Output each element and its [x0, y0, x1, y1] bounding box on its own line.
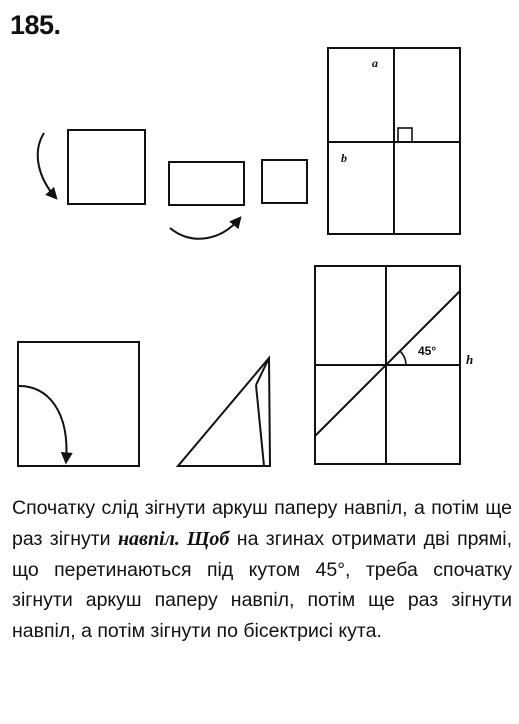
folded-triangle	[178, 358, 270, 466]
explanation-part-1: Спочатку слід зігнути аркуш паперу навпіл, а потім ще раз зігнути	[12, 497, 512, 550]
bisector-fold-line	[256, 385, 264, 466]
fold-step-5	[178, 358, 270, 466]
angle-arc	[400, 351, 406, 365]
diagonal-crease	[315, 291, 460, 436]
folded-square	[18, 342, 139, 466]
label-a: a	[372, 56, 378, 70]
fold-arrow	[38, 133, 56, 198]
explanation-text	[12, 493, 512, 647]
fold-step-4	[18, 342, 139, 466]
unfolded-45-degree-creases	[315, 266, 473, 464]
paper-square	[68, 130, 145, 204]
fold-step-2	[169, 160, 307, 239]
fold-arc-arrow	[18, 386, 66, 462]
explanation-part-3: на згинах отримати дві прямі, що перетинаються під кутом 45°, треба спочатку зігнути аркуш паперу навпіл, потім ще раз зігнути навпіл, а потім зігнути по бісектрисі кута.	[12, 527, 513, 643]
right-angle-mark	[398, 128, 412, 142]
fold-step-1	[38, 130, 145, 204]
explanation-emphasis: навпіл. Щоб	[117, 527, 230, 550]
unfolded-perpendicular-creases	[328, 48, 460, 234]
angle-label: 45°	[418, 344, 437, 358]
fold-arrow	[170, 218, 240, 239]
quarter-folded-paper	[262, 160, 307, 203]
problem-number: 185.	[10, 10, 61, 40]
half-folded-paper	[169, 162, 244, 205]
label-b: b	[341, 151, 347, 165]
label-h: h	[466, 352, 474, 367]
